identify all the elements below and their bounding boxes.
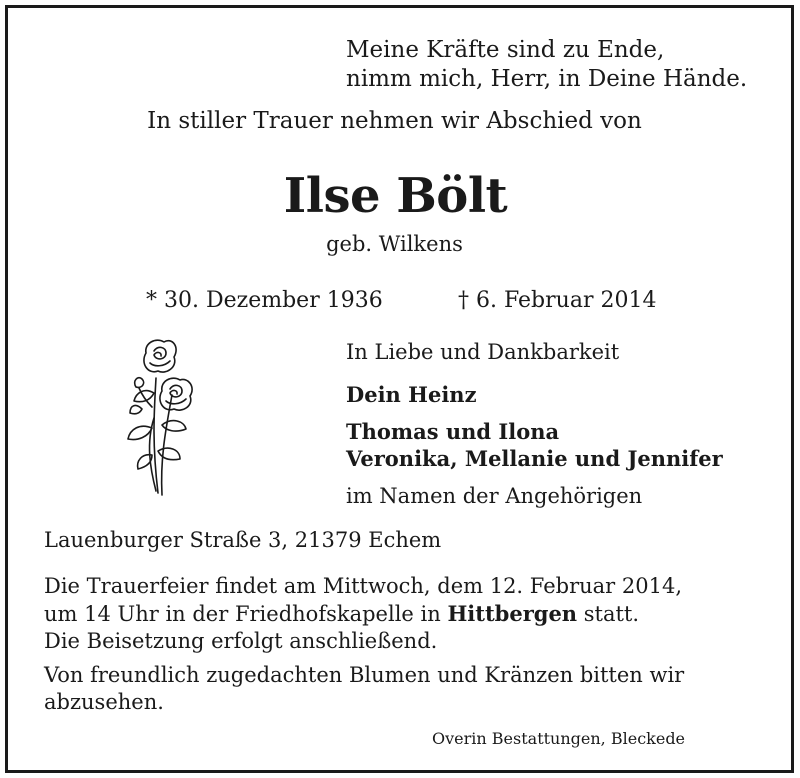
service-line-2-start: um 14 Uhr in der Friedhofskapelle in bbox=[44, 602, 448, 626]
service-line-3: Die Beisetzung erfolgt anschließend. bbox=[44, 629, 438, 653]
flowers-line-2: abzusehen. bbox=[44, 690, 164, 714]
undertaker: Overin Bestattungen, Bleckede bbox=[432, 729, 686, 748]
rose-icon bbox=[106, 333, 206, 503]
intro-text: In stiller Trauer nehmen wir Abschied von bbox=[147, 108, 642, 134]
mourners-intro: In Liebe und Dankbarkeit bbox=[346, 340, 620, 364]
verse-line-1: Meine Kräfte sind zu Ende, bbox=[346, 37, 665, 63]
flowers-request bbox=[44, 662, 684, 716]
mourner-line-3: Veronika, Mellanie und Jennifer bbox=[346, 446, 723, 471]
deceased-name: Ilse Bölt bbox=[283, 168, 508, 224]
verse-line-2: nimm mich, Herr, in Deine Hände. bbox=[346, 66, 748, 92]
service-line-1: Die Trauerfeier findet am Mittwoch, dem 12. Februar 2014, bbox=[44, 574, 682, 598]
mourner-line-1: Dein Heinz bbox=[346, 382, 477, 407]
funeral-service-info bbox=[44, 573, 682, 655]
birth-date: * 30. Dezember 1936 bbox=[146, 288, 383, 313]
mourners-closing: im Namen der Angehörigen bbox=[346, 484, 643, 508]
flowers-line-1: Von freundlich zugedachten Blumen und Kränzen bitten wir bbox=[44, 663, 685, 687]
obituary-notice bbox=[5, 5, 794, 773]
verse bbox=[346, 36, 747, 94]
address: Lauenburger Straße 3, 21379 Echem bbox=[44, 528, 442, 552]
death-date: † 6. Februar 2014 bbox=[458, 288, 657, 313]
mourner-line-2: Thomas und Ilona bbox=[346, 419, 560, 444]
service-line-2 bbox=[44, 600, 682, 628]
maiden-name: geb. Wilkens bbox=[326, 232, 463, 256]
service-place: Hittbergen bbox=[447, 601, 578, 626]
service-line-2-end: statt. bbox=[577, 602, 640, 626]
